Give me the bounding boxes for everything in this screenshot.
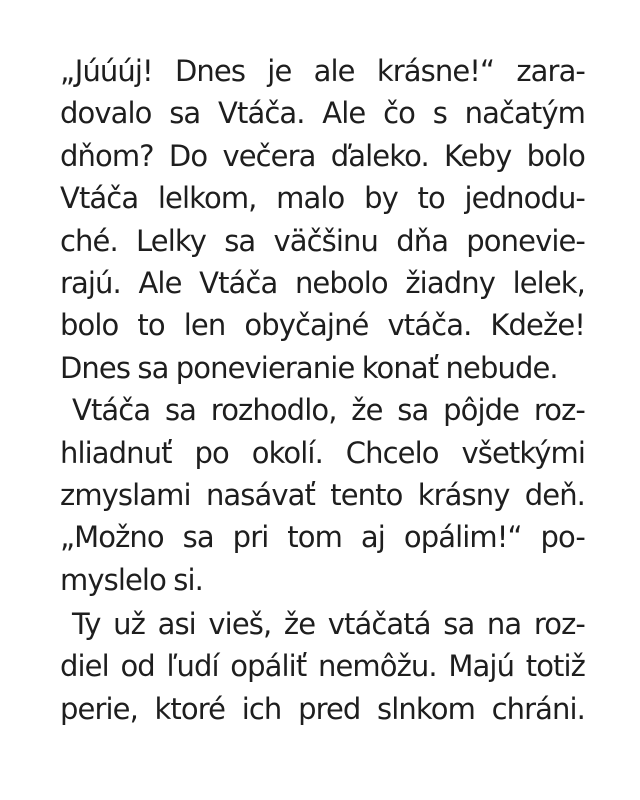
text-line: hliadnuť po okolí. Chcelo všetkými: [60, 435, 585, 470]
text-line: Dnes sa ponevieranie konať nebude.: [60, 350, 558, 385]
text-line: ché. Lelky sa väčšinu dňa ponevie-: [60, 223, 585, 258]
text-line: diel od ľudí opáliť nemôžu. Majú totiž: [60, 649, 585, 684]
text-line: Vtáča sa rozhodlo, že sa pôjde roz-: [72, 393, 585, 428]
text-line: Vtáča lelkom, malo by to jednodu-: [60, 181, 585, 216]
text-line: dovalo sa Vtáča. Ale čo s načatým: [60, 96, 585, 131]
text-line: „Možno sa pri tom aj opálim!“ po-: [60, 520, 585, 555]
story-text: [60, 50, 585, 730]
text-line: „Júúúj! Dnes je ale krásne!“ zara-: [60, 54, 585, 88]
paragraph-2: [60, 389, 585, 601]
text-line: zmyslami nasávať tento krásny deň.: [60, 477, 585, 512]
text-line: rajú. Ale Vtáča nebolo žiadny lelek,: [60, 265, 585, 300]
paragraph-3: [60, 603, 585, 730]
text-line: perie, ktoré ich pred slnkom chráni.: [60, 691, 585, 726]
text-line: myslelo si.: [60, 562, 203, 597]
paragraph-1: [60, 50, 585, 389]
text-line: bolo to len obyčajné vtáča. Kdeže!: [60, 308, 585, 343]
text-line: dňom? Do večera ďaleko. Keby bolo: [60, 138, 585, 173]
text-line: Ty už asi vieš, že vtáčatá sa na roz-: [72, 607, 585, 642]
